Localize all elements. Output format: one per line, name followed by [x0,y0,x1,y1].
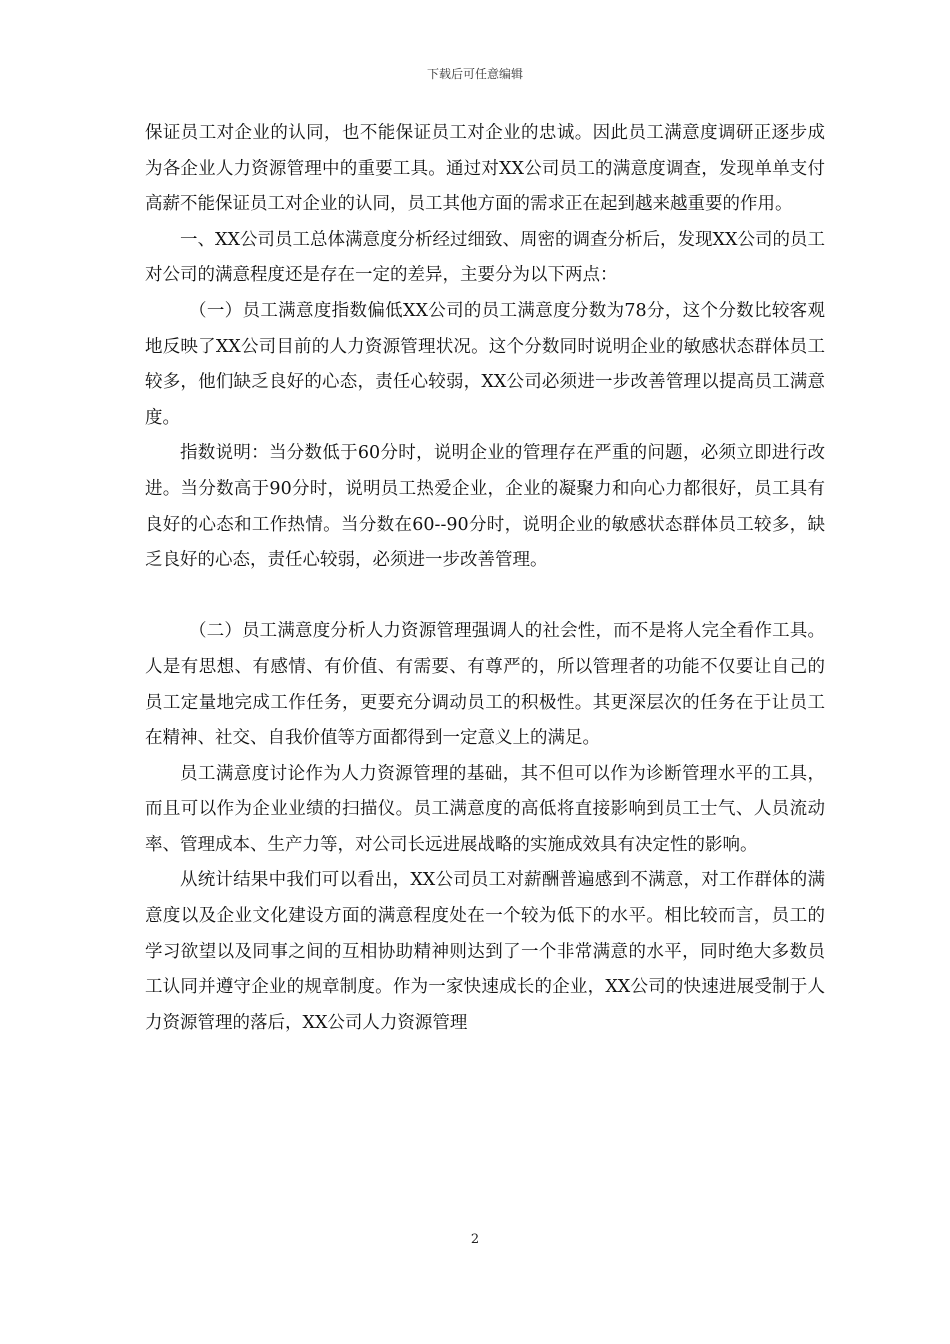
paragraph-continuation: 保证员工对企业的认同，也不能保证员工对企业的忠诚。因此员工满意度调研正逐步成为各企业人力资源管理中的重要工具。通过对XX公司员工的满意度调查，发现单单支付高薪不能保证员工对企业的认同，员工其他方面的需求正在起到越来越重要的作用。 [145,123,825,215]
document-body [145,116,825,1041]
paragraph-satisfaction-discussion: 员工满意度讨论作为人力资源管理的基础，其不但可以作为诊断管理水平的工具，而且可以作为企业业绩的扫描仪。员工满意度的高低将直接影响到员工士气、人员流动率、管理成本、生产力等，对公司长远进展战略的实施成效具有决定性的影响。 [145,763,825,855]
paragraph-index-explanation: 指数说明：当分数低于60分时，说明企业的管理存在严重的问题，必须立即进行改进。当分数高于90分时，说明员工热爱企业，企业的凝聚力和向心力都很好，员工具有良好的心态和工作热情。当分数在60--90分时，说明企业的敏感状态群体员工较多，缺乏良好的心态，责任心较弱，必须进一步改善管理。 [145,443,825,571]
paragraph-subsection-one: （一）员工满意度指数偏低XX公司的员工满意度分数为78分，这个分数比较客观地反映了XX公司目前的人力资源管理状况。这个分数同时说明企业的敏感状态群体员工较多，他们缺乏良好的心态，责任心较弱，XX公司必须进一步改善管理以提高员工满意度。 [145,300,825,428]
page-header: 下载后可任意编辑 [426,67,523,81]
page-number: 2 [470,1232,480,1247]
paragraph-spacer [145,579,825,615]
paragraph-section-one: 一、XX公司员工总体满意度分析经过细致、周密的调查分析后，发现XX公司的员工对公司的满意程度还是存在一定的差异，主要分为以下两点： [145,229,825,286]
paragraph-subsection-two: （二）员工满意度分析人力资源管理强调人的社会性，而不是将人完全看作工具。人是有思想、有感情、有价值、有需要、有尊严的，所以管理者的功能不仅要让自己的员工定量地完成工作任务，更要充分调动员工的积极性。其更深层次的任务在于让员工在精神、社交、自我价值等方面都得到一定意义上的满足。 [145,621,825,749]
paragraph-statistics-results: 从统计结果中我们可以看出，XX公司员工对薪酬普遍感到不满意，对工作群体的满意度以及企业文化建设方面的满意程度处在一个较为低下的水平。相比较而言，员工的学习欲望以及同事之间的互相协助精神则达到了一个非常满意的水平，同时绝大多数员工认同并遵守企业的规章制度。作为一家快速成长的企业，XX公司的快速进展受制于人力资源管理的落后，XX公司人力资源管理 [145,870,825,1033]
